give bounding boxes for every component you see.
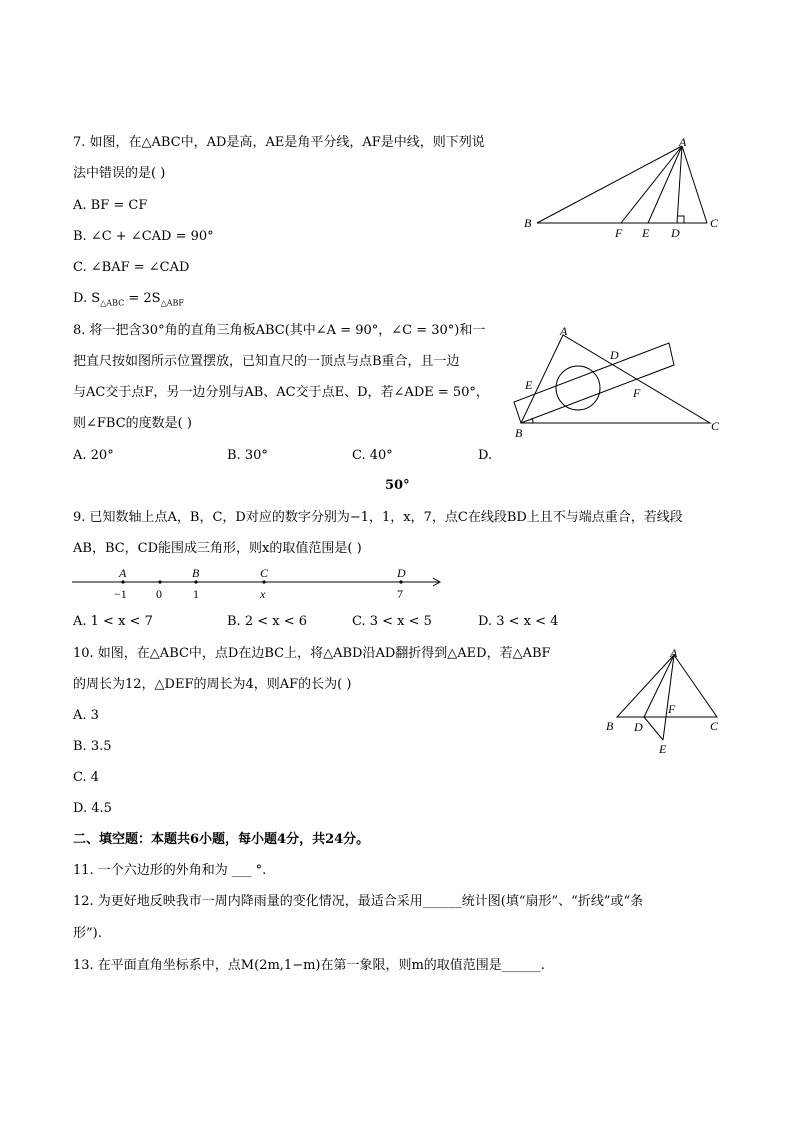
section2-heading: 二、填空题：本题共6小题，每小题4分，共24分。 bbox=[73, 832, 370, 847]
q9-stem-line1: 9. 已知数轴上点A，B，C，D对应的数字分别为−1，1，x，7，点C在线段BD上且不与端点重合，若线段 bbox=[73, 510, 683, 525]
q7-bisector-ae bbox=[648, 146, 682, 223]
q8-label-f: F bbox=[633, 386, 641, 400]
q8-label-d: D bbox=[610, 348, 619, 362]
q7-option-c: C. ∠BAF = ∠CAD bbox=[73, 260, 190, 275]
q8-figure bbox=[505, 322, 730, 442]
q13-text: 13. 在平面直角坐标系中，点M(2m,1−m)在第一象限，则m的取值范围是______. bbox=[73, 958, 545, 973]
q9-number-line bbox=[68, 563, 448, 603]
q8-option-d: D. bbox=[478, 448, 493, 463]
q9-value-d: 7 bbox=[397, 587, 403, 601]
q8-label-c: C bbox=[711, 419, 720, 433]
q10-figure bbox=[600, 642, 730, 757]
q9-point-c bbox=[262, 580, 265, 583]
q7-side-ab bbox=[537, 146, 682, 223]
q9-value-zero: 0 bbox=[156, 587, 162, 601]
q9-option-b: B. 2 < x < 6 bbox=[227, 614, 308, 629]
q9-value-b: 1 bbox=[193, 587, 199, 601]
q7-label-b: B bbox=[524, 216, 532, 230]
q8-option-b: B. 30° bbox=[227, 448, 268, 463]
q9-point-d bbox=[399, 580, 402, 583]
q8-label-b: B bbox=[515, 426, 523, 440]
q9-label-c: C bbox=[260, 566, 269, 580]
q7-right-angle-mark bbox=[677, 216, 684, 223]
q12-line1: 12. 为更好地反映我市一周内降雨量的变化情况，最适合采用______统计图(填“扇形”、“折线”或“条 bbox=[73, 894, 644, 909]
q9-point-a bbox=[121, 580, 124, 583]
q9-label-a: A bbox=[119, 566, 127, 580]
q10-label-b: B bbox=[606, 719, 614, 733]
q8-ruler-hole bbox=[556, 366, 600, 410]
q8-option-d-value: 50° bbox=[385, 478, 410, 493]
q7-altitude-ad bbox=[677, 146, 682, 223]
q9-option-d: D. 3 < x < 4 bbox=[478, 614, 559, 629]
q7-median-af bbox=[621, 146, 682, 223]
q10-label-f: F bbox=[668, 702, 676, 716]
q10-segment-de bbox=[644, 717, 663, 740]
q10-option-c: C. 4 bbox=[73, 770, 100, 785]
q7-label-c: C bbox=[710, 216, 719, 230]
q8-stem-line3: 与AC交于点F，另一边分别与AB、AC交于点E、D，若∠ADE = 50°， bbox=[73, 385, 489, 400]
q7-option-d-main: D. S bbox=[73, 291, 101, 306]
q8-stem-line2: 把直尺按如图所示位置摆放，已知直尺的一顶点与点B重合，且一边 bbox=[73, 354, 460, 369]
q10-label-d: D bbox=[634, 720, 643, 734]
q9-value-a: −1 bbox=[114, 587, 127, 601]
q8-option-a: A. 20° bbox=[73, 448, 114, 463]
q10-stem-line2: 的周长为12，△DEF的周长为4，则AF的长为( ) bbox=[73, 677, 352, 692]
q8-label-a: A bbox=[560, 324, 568, 338]
q10-option-b: B. 3.5 bbox=[73, 739, 112, 754]
q10-stem-line1: 10. 如图，在△ABC中，点D在边BC上，将△ABD沿AD翻折得到△AED，若△ABF bbox=[73, 646, 551, 661]
q7-label-f: F bbox=[615, 226, 623, 240]
q10-option-a: A. 3 bbox=[73, 708, 99, 723]
q7-figure bbox=[520, 136, 730, 241]
q8-stem-line1: 8. 将一把含30°角的直角三角板ABC(其中∠A = 90°，∠C = 30°)和一 bbox=[73, 323, 486, 338]
q7-option-b: B. ∠C + ∠CAD = 90° bbox=[73, 229, 214, 244]
q9-option-a: A. 1 < x < 7 bbox=[73, 614, 153, 629]
q7-option-d-sub2: △ABF bbox=[160, 298, 184, 308]
q7-label-e: E bbox=[642, 226, 650, 240]
q10-label-e: E bbox=[659, 742, 667, 756]
q7-side-ac bbox=[682, 146, 707, 223]
q7-stem-line2: 法中错误的是( ) bbox=[73, 166, 166, 181]
q11-text: 11. 一个六边形的外角和为 ___ °. bbox=[73, 863, 267, 878]
q9-stem-line2: AB，BC，CD能围成三角形，则x的取值范围是( ) bbox=[73, 541, 362, 556]
q10-option-d: D. 4.5 bbox=[73, 801, 112, 816]
q8-ruler bbox=[514, 343, 674, 423]
q7-option-d-mid: = 2S bbox=[124, 291, 161, 306]
q7-stem-line1: 7. 如图，在△ABC中，AD是高，AE是角平分线，AF是中线，则下列说 bbox=[73, 135, 485, 150]
q9-point-zero bbox=[158, 580, 161, 583]
q9-label-d: D bbox=[397, 566, 406, 580]
q9-option-c: C. 3 < x < 5 bbox=[352, 614, 432, 629]
q7-option-a: A. BF = CF bbox=[73, 198, 148, 213]
q7-label-d: D bbox=[671, 226, 680, 240]
q10-label-a: A bbox=[670, 646, 678, 660]
q7-label-a: A bbox=[679, 136, 687, 149]
q8-stem-line4: 则∠FBC的度数是( ) bbox=[73, 416, 192, 431]
q10-segment-ae bbox=[663, 655, 674, 740]
q10-label-c: C bbox=[710, 719, 719, 733]
q9-value-c: x bbox=[260, 587, 266, 601]
q9-label-b: B bbox=[192, 566, 200, 580]
q9-point-b bbox=[194, 580, 197, 583]
q7-option-d-sub1: △ABC bbox=[100, 298, 125, 308]
q8-option-c: C. 40° bbox=[352, 448, 393, 463]
q7-option-d bbox=[73, 289, 184, 314]
q8-label-e: E bbox=[525, 378, 533, 392]
q12-line2: 形”). bbox=[73, 926, 102, 941]
